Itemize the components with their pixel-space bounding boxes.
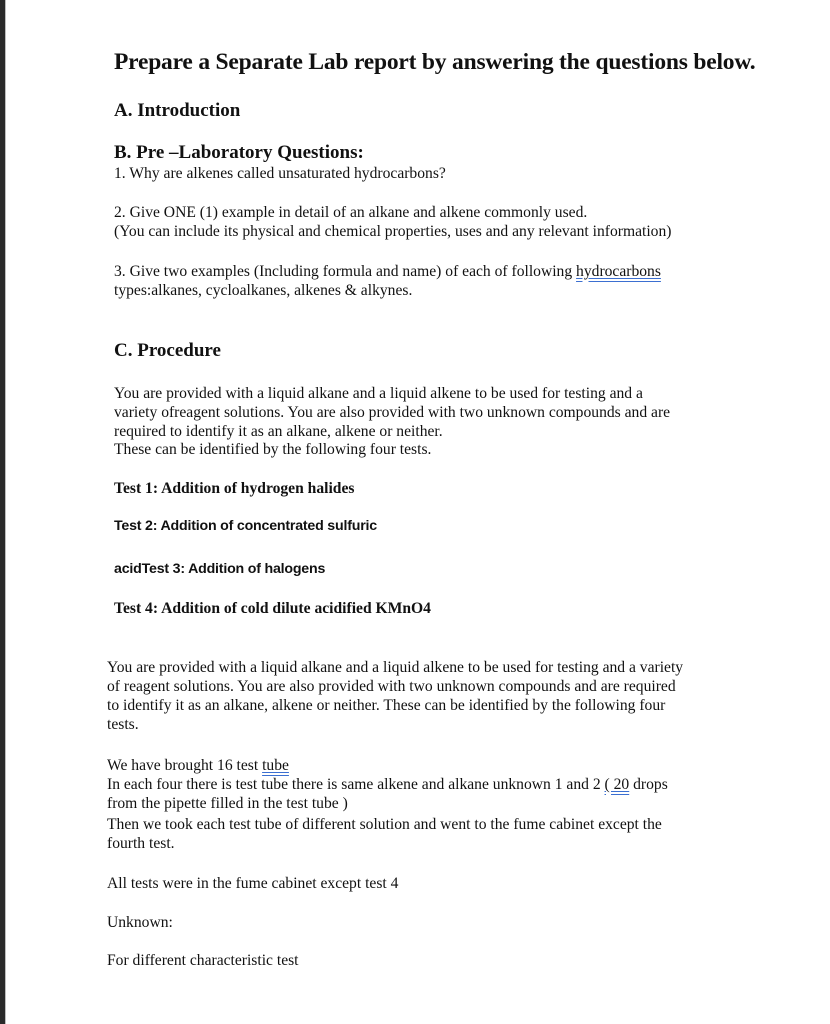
procedure-para-3-line-2 (107, 775, 668, 794)
section-a-heading: A. Introduction (114, 100, 241, 121)
procedure-para-1-line-4: These can be identified by the following four tests. (114, 441, 432, 458)
spellcheck-flagged-word[interactable]: hydrocarbons (576, 263, 661, 280)
characteristic-test-label: For different characteristic test (107, 952, 299, 969)
question-3-line-1 (114, 262, 661, 281)
document-title: Prepare a Separate Lab report by answering the questions below. (114, 49, 756, 75)
test-1: Test 1: Addition of hydrogen halides (114, 480, 355, 497)
procedure-para-1-line-3: required to identify it as an alkane, alkene or neither. (114, 423, 443, 440)
fume-cabinet-note: All tests were in the fume cabinet except test 4 (107, 875, 399, 892)
unknown-label: Unknown: (107, 914, 173, 931)
procedure-para-3-line-4: Then we took each test tube of different solution and went to the fume cabinet except the (107, 816, 662, 833)
procedure-para-3-line-5: fourth test. (107, 835, 175, 852)
procedure-para-2-line-2: of reagent solutions. You are also provided with two unknown compounds and are required (107, 678, 676, 695)
procedure-para-3-line-1 (107, 756, 289, 775)
question-2-line-2: (You can include its physical and chemical properties, uses and any relevant information) (114, 223, 672, 240)
procedure-para-1-line-1: You are provided with a liquid alkane and a liquid alkene to be used for testing and a (114, 385, 643, 402)
procedure-para-2-line-4: tests. (107, 716, 139, 733)
para-3-text: In each four there is test tube there is same alkene and alkane unknown 1 and 2 (107, 776, 605, 793)
test-4: Test 4: Addition of cold dilute acidified KMnO4 (114, 600, 431, 617)
procedure-para-1-line-2: variety ofreagent solutions. You are also provided with two unknown compounds and are (114, 404, 671, 421)
section-b-heading: B. Pre –Laboratory Questions: (114, 142, 364, 163)
procedure-para-2-line-3: to identify it as an alkane, alkene or neither. These can be identified by the following four (107, 697, 666, 714)
section-c-heading: C. Procedure (114, 340, 221, 361)
procedure-para-2-line-1: You are provided with a liquid alkane and a liquid alkene to be used for testing and a variety (107, 659, 684, 676)
para-3-text: drops (629, 776, 668, 793)
question-1: 1. Why are alkenes called unsaturated hydrocarbons? (114, 165, 446, 182)
question-3-text: 3. Give two examples (Including formula and name) of each of following (114, 263, 577, 280)
para-3-text: We have brought 16 test (107, 757, 263, 774)
spellcheck-flagged-word[interactable]: ( 20 (604, 776, 630, 793)
test-2: Test 2: Addition of concentrated sulfuric (114, 518, 377, 534)
question-2-line-1: 2. Give ONE (1) example in detail of an alkane and alkene commonly used. (114, 204, 588, 221)
procedure-para-3-line-3: from the pipette filled in the test tube ) (107, 795, 348, 812)
test-3: acidTest 3: Addition of halogens (114, 561, 326, 577)
question-3-line-2: types:alkanes, cycloalkanes, alkenes & alkynes. (114, 282, 413, 299)
spellcheck-flagged-word[interactable]: tube (262, 757, 289, 774)
